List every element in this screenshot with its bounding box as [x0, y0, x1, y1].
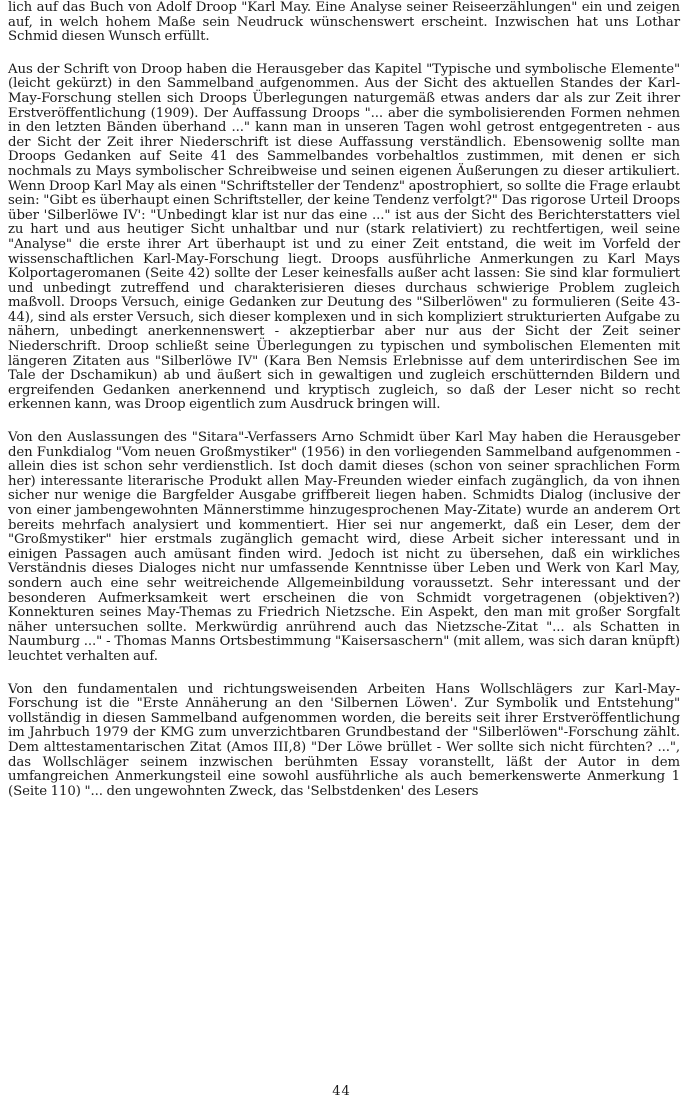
document-page: [8, 1, 680, 1101]
paragraph-4: Von den fundamentalen und richtungsweisenden Arbeiten Hans Wollschlägers zur Karl-May-Forschung ist die "Erste Annäherung an den 'Silbernen Löwen'. Zur Symbolik und Entstehung" vollständig in diesen Sammelband aufgenommen worden, die bereits seit ihrer Erstveröffentlichung im Jahrbuch 1979 der KMG zum unverzichtbaren Grundbestand der "Silberlöwen"-Forschung zählt. Dem alttestamentarischen Zitat (Amos III,8) "Der Löwe brüllet - Wer sollte sich nicht fürchten? ...", das Wollschläger seinem inzwischen berühmten Essay voranstellt, läßt der Autor in dem umfangreichen Anmerkungsteil eine sowohl ausführliche als auch bemerkenswerte Anmerkung 1 (Seite 110) "... den ungewohnten Zweck, das 'Selbstdenken' des Lesers: [8, 681, 680, 799]
paragraph-gap: [8, 665, 680, 683]
paragraph-gap: [8, 45, 680, 63]
paragraph-2: Aus der Schrift von Droop haben die Herausgeber das Kapitel "Typische und symbolische Elemente" (leicht gekürzt) in den Sammelband aufgenommen. Aus der Sicht des aktuellen Standes der Karl-May-Forschung stellen sich Droops Überlegungen naturgemäß etwas anders dar als zur Zeit ihrer Erstveröffentlichung (1909). Der Auffassung Droops "... aber die symbolisierenden Formen nehmen in den letzten Bänden überhand ..." kann man in unseren Tagen wohl getrost entgegentreten - aus der Sicht der Zeit ihrer Niederschrift ist diese Auffassung verständlich. Ebensowenig sollte man Droops Gedanken auf Seite 41 des Sammelbandes vorbehaltlos zustimmen, mit denen er sich nochmals zu Mays symbolischer Schreibweise und seinen eigenen Äußerungen zu dieser artikuliert. Wenn Droop Karl May als einen "Schriftsteller der Tendenz" apostrophiert, so sollte die Frage erlaubt sein: "Gibt es überhaupt einen Schriftsteller, der keine Tendenz verfolgt?" Das rigorose Urteil Droops über 'Silberlöwe IV': "Unbedingt klar ist nur das eine ..." ist aus der Sicht des Berichterstatters viel zu hart und aus heutiger Sicht unhaltbar und nur (stark relativiert) zu rechtfertigen, weil seine "Analyse" die erste ihrer Art überhaupt ist und zu einer Zeit entstand, die weit im Vorfeld der wissenschaftlichen Karl-May-Forschung liegt. Droops ausführliche Anmerkungen zu Karl Mays Kolportageromanen (Seite 42) sollte der Leser keinesfalls außer acht lassen: Sie sind klar formuliert und unbedingt zutreffend und charakterisieren dieses durchaus schwierige Problem zugleich maßvoll. Droops Versuch, einige Gedanken zur Deutung des "Silberlöwen" zu formulieren (Seite 43-44), sind als erster Versuch, sich dieser komplexen und in sich kompliziert strukturierten Aufgabe zu nähern, unbedingt anerkennenswert - akzeptierbar aber nur aus der Sicht der Zeit seiner Niederschrift. Droop schließt seine Überlegungen zu typischen und symbolischen Elementen mit längeren Zitaten aus "Silberlöwe IV" (Kara Ben Nemsis Erlebnisse auf dem unterirdischen See im Tale der Dschamikun) ab und äußert sich in gewaltigen und zugleich erschütternden Bildern und ergreifenden Gedanken anerkennend und kryptisch zugleich, so daß der Leser nicht so recht erkennen kann, was Droop eigentlich zum Ausdruck bringen will.: [8, 61, 680, 413]
paragraph-1: lich auf das Buch von Adolf Droop "Karl May. Eine Analyse seiner Reiseerzählungen" ein und zeigen auf, in welch hohem Maße sein Neudruck wünschenswert erscheint. Inzwischen hat uns Lothar Schmid diesen Wunsch erfüllt.: [8, 0, 680, 45]
paragraph-3: Von den Auslassungen des "Sitara"-Verfassers Arno Schmidt über Karl May haben die Herausgeber den Funkdialog "Vom neuen Großmystiker" (1956) in den vorliegenden Sammelband aufgenommen - allein dies ist schon sehr verdienstlich. Ist doch damit dieses (schon von seiner sprachlichen Form her) interessante literarische Produkt allen May-Freunden wieder einfach zugänglich, da von ihnen sicher nur wenige die Bargfelder Ausgabe griffbereit liegen haben. Schmidts Dialog (inclusive der von einer jambengewohnten Männerstimme hinzugesprochenen May-Zitate) wurde an anderem Ort bereits mehrfach analysiert und kommentiert. Hier sei nur angemerkt, daß ein Leser, dem der "Großmystiker" hier erstmals zugänglich gemacht wird, diese Arbeit sicher interessant und in einigen Passagen auch amüsant finden wird. Jedoch ist nicht zu übersehen, daß ein wirkliches Verständnis dieses Dialoges nicht nur umfassende Kenntnisse über Leben und Werk von Karl May, sondern auch eine sehr weitreichende Allgemeinbildung voraussetzt. Sehr interessant und der besonderen Aufmerksamkeit wert erscheinen die von Schmidt vorgetragenen (objektiven?) Konnekturen seines May-Themas zu Friedrich Nietzsche. Ein Aspekt, den man mit großer Sorgfalt näher untersuchen sollte. Merkwürdig anrührend auch das Nietzsche-Zitat "... als Schatten in Naumburg ..." - Thomas Manns Ortsbestimmung "Kaisersaschern" (mit allem, was sich daran knüpft) leuchtet verhalten auf.: [8, 430, 680, 664]
page-number: 44: [332, 1084, 351, 1099]
paragraph-gap: [8, 413, 680, 431]
